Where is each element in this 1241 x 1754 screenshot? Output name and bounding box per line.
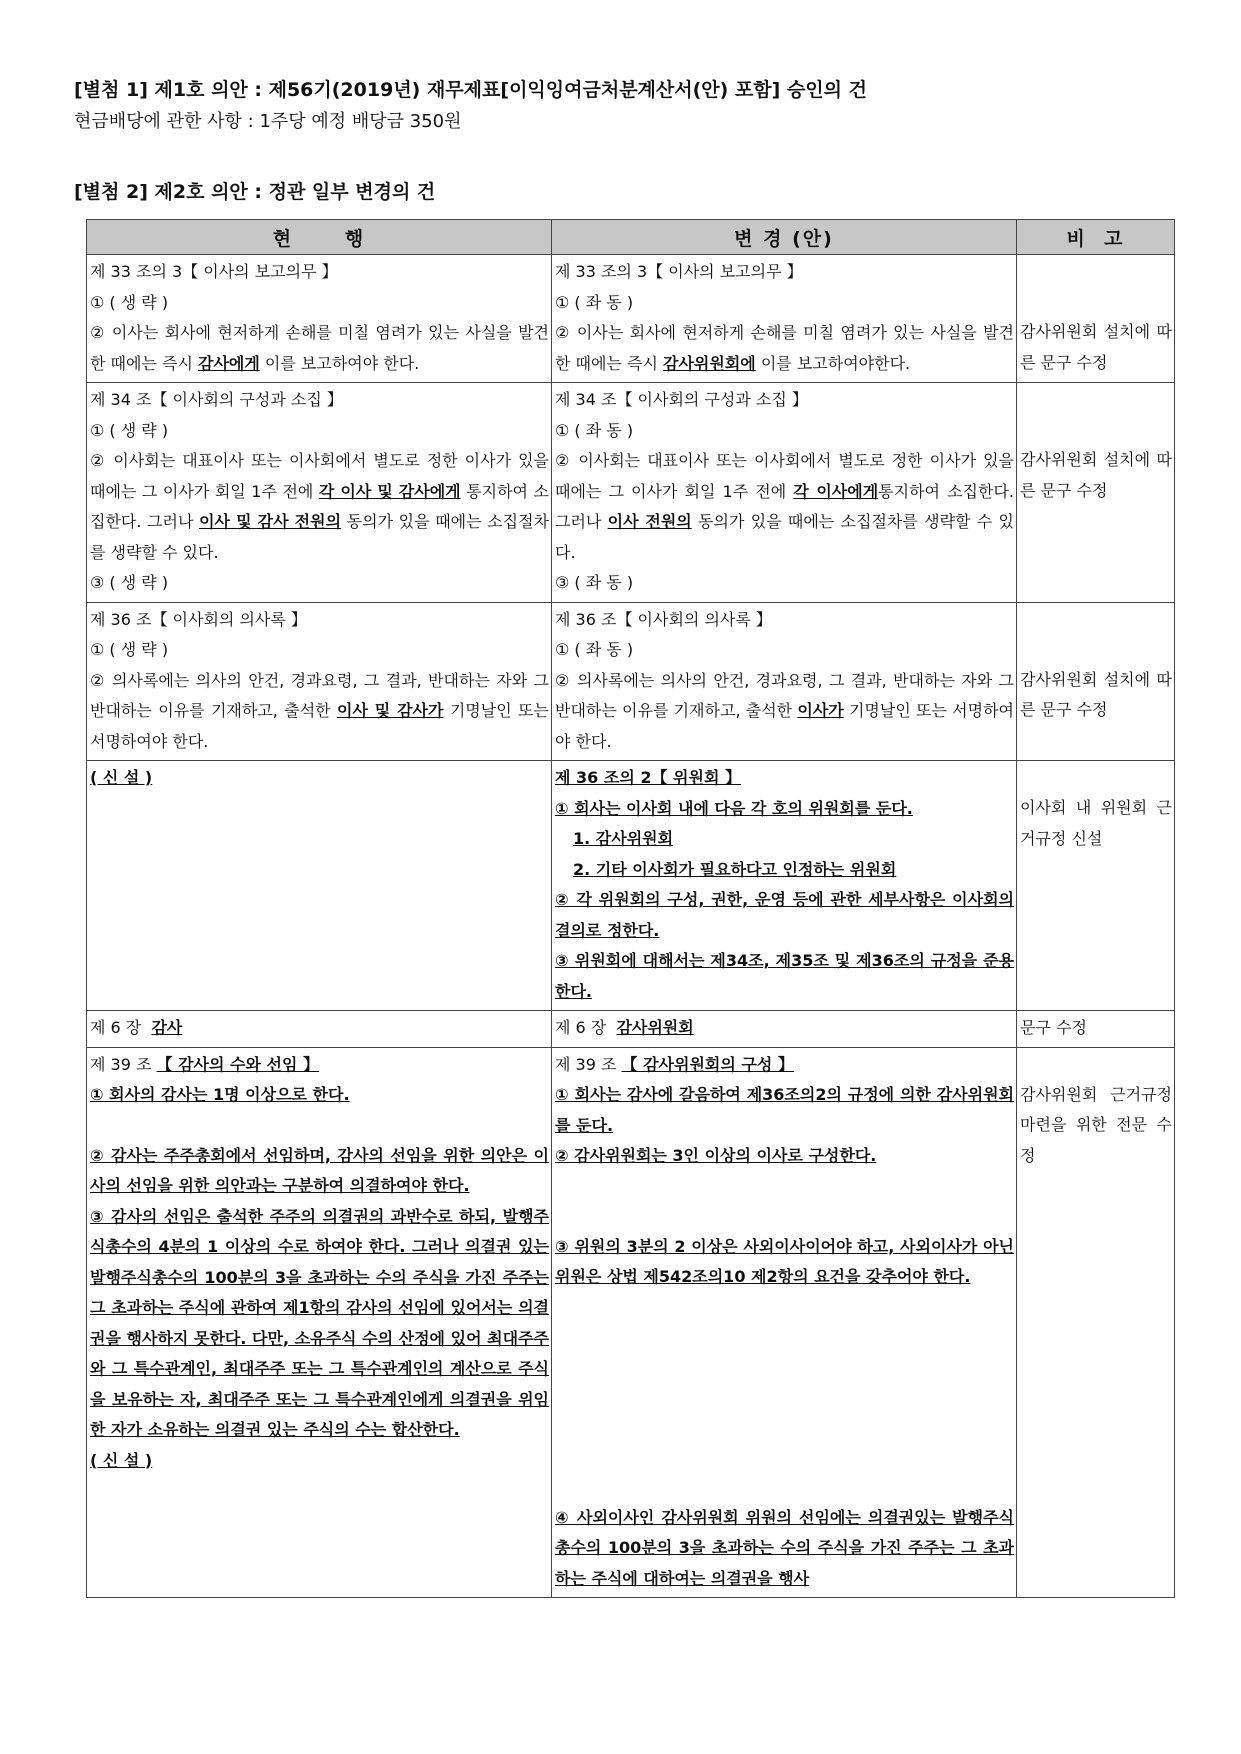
cell-note: 감사위원회 설치에 따른 문구 수정 — [1017, 383, 1175, 603]
clause-1: ① ( 생 략 ) — [90, 640, 169, 659]
new-clause-label: ( 신 설 ) — [90, 1450, 153, 1470]
clause-1: ① ( 좌 동 ) — [555, 640, 634, 659]
clause-2: ② 이사는 회사에 현저하게 손해를 미칠 염려가 있는 사실을 발견한 때에는 즉시 감사에게 이를 보고하여야 한다. — [90, 323, 549, 373]
table-header-row — [87, 220, 1175, 255]
cell-current: 제 6 장 감사 — [87, 1011, 552, 1048]
clause-2: ② 의사록에는 의사의 안건, 경과요령, 그 결과, 반대하는 자와 그 반대하는 이유를 기재하고, 출석한 이사 및 감사가 기명날인 또는 서명하여야 한다. — [90, 670, 549, 751]
article-title: 제 39 조 【 감사의 수와 선임 】 — [90, 1054, 320, 1074]
clause-1: ① ( 좌 동 ) — [555, 292, 634, 312]
cell-note: 감사위원회 설치에 따른 문구 수정 — [1017, 255, 1175, 383]
cell-current — [87, 255, 552, 383]
clause-3: ③ 감사의 선임은 출석한 주주의 의결권의 과반수로 하되, 발행주식총수의 4분의 1 이상의 수로 하여야 한다. 그러나 의결권 있는 발행주식총수의 100분의 3을 초과하는 수의 주식을 가진 주주는 그 초과하는 주식에 관하여 제1항의 감사의 선임에 있어서는 의결권을 행사하지 못한다. 다만, 소유주식 수의 산정에 있어 최대주주와 그 특수관계인, 최대주주 또는 그 특수관계인의 계산으로 주식을 보유하는 자, 최대주주 또는 그 특수관계인에게 의결권을 위임한 자가 소유하는 의결권 있는 주식의 수는 합산한다. — [90, 1206, 549, 1439]
clause-1: ① ( 생 략 ) — [90, 420, 169, 440]
clause-1: ① 회사의 감사는 1명 이상으로 한다. — [90, 1085, 350, 1104]
clause-2: ② 각 위원회의 구성, 권한, 운영 등에 관한 세부사항은 이사회의 결의로 정한다. — [555, 890, 1014, 940]
clause-2: ② 이사는 회사에 현저하게 손해를 미칠 염려가 있는 사실을 발견한 때에는 즉시 감사위원회에 이를 보고하여야한다. — [555, 323, 1014, 373]
article-title: 제 36 조【 이사회의 의사록 】 — [555, 609, 772, 629]
cell-note: 감사위원회 설치에 따른 문구 수정 — [1017, 602, 1175, 761]
clause-2: ② 의사록에는 의사의 안건, 경과요령, 그 결과, 반대하는 자와 그 반대하는 이유를 기재하고, 출석한 이사가 기명날인 또는 서명하여야 한다. — [555, 670, 1014, 751]
clause-1: ① 회사는 감사에 갈음하여 제36조의2의 규정에 의한 감사위원회를 둔다. — [555, 1085, 1014, 1135]
cell-proposed — [552, 1047, 1017, 1598]
amendment-table — [86, 219, 1175, 1598]
article-title: 제 36 조【 이사회의 의사록 】 — [90, 609, 307, 629]
cell-current — [87, 1047, 552, 1598]
article-title: 제 34 조【 이사회의 구성과 소집 】 — [555, 390, 808, 409]
clause-3: ③ ( 생 략 ) — [90, 573, 169, 592]
page-body — [74, 76, 1174, 206]
attachment2-title: [별첨 2] 제2호 의안 : 정관 일부 변경의 건 — [74, 181, 436, 203]
attachment1-title: [별첨 1] 제1호 의안 : 제56기(2019년) 재무제표[이익잉여금처분계산서(안) 포함] 승인의 건 — [74, 79, 867, 101]
clause-1: ① ( 좌 동 ) — [555, 420, 634, 440]
cell-note: 감사위원회 근거규정 마련을 위한 전문 수정 — [1017, 1047, 1175, 1598]
chapter-title: 감사 — [151, 1018, 183, 1037]
cell-note: 문구 수정 — [1017, 1011, 1175, 1048]
clause-3: ③ 위원의 3분의 2 이상은 사외이사이어야 하고, 사외이사가 아닌 위원은 상법 제542조의10 제2항의 요건을 갖추어야 한다. — [555, 1236, 1014, 1286]
header-proposed: 변 경 (안) — [552, 220, 1017, 255]
cell-note: 이사회 내 위원회 근거규정 신설 — [1017, 761, 1175, 1011]
clause-2: ② 감사는 주주총회에서 선임하며, 감사의 선임을 위한 의안은 이사의 선임을 위한 의안과는 구분하여 의결하여야 한다. — [90, 1145, 549, 1195]
clause-1: ① 회사는 이사회 내에 다음 각 호의 위원회를 둔다. — [555, 798, 913, 818]
table-row — [87, 602, 1175, 761]
clause-2: ② 이사회는 대표이사 또는 이사회에서 별도로 정한 이사가 있을 때에는 그 이사가 회일 1주 전에 각 이사 및 감사에게 통지하여 소집한다. 그러나 이사 및 감사 전원의 동의가 있을 때에는 소집절차를 생략할 수 있다. — [90, 451, 550, 562]
clause-1: ① ( 생 략 ) — [90, 292, 169, 312]
article-title: 제 33 조의 3【 이사의 보고의무 】 — [90, 262, 338, 281]
article-title: 제 34 조【 이사회의 구성과 소집 】 — [90, 390, 343, 409]
cell-proposed — [552, 383, 1017, 603]
cell-proposed — [552, 602, 1017, 761]
cell-proposed — [552, 255, 1017, 383]
header-current: 현 행 — [87, 220, 552, 255]
cell-current — [87, 761, 552, 1011]
table-row — [87, 1047, 1175, 1598]
cell-proposed: 제 6 장 감사위원회 — [552, 1011, 1017, 1048]
clause-3: ③ 위원회에 대해서는 제34조, 제35조 및 제36조의 규정을 준용한다. — [555, 951, 1014, 1001]
article-title: 제 33 조의 3【 이사의 보고의무 】 — [555, 262, 803, 281]
article-title: 제 36 조의 2【 위원회 】 — [555, 768, 741, 787]
table-row — [87, 1011, 1175, 1048]
dividend-text: 현금배당에 관한 사항 : 1주당 예정 배당금 350원 — [74, 111, 462, 132]
cell-current — [87, 383, 552, 603]
table-row — [87, 761, 1175, 1011]
cell-current — [87, 602, 552, 761]
chapter-title: 감사위원회 — [616, 1018, 694, 1037]
header-note: 비 고 — [1017, 220, 1175, 255]
table-row — [87, 255, 1175, 383]
clause-1-item-1: 1. 감사위원회 — [573, 829, 674, 848]
clause-1-item-2: 2. 기타 이사회가 필요하다고 인정하는 위원회 — [573, 859, 897, 879]
clause-3: ③ ( 좌 동 ) — [555, 573, 634, 592]
table-row — [87, 383, 1175, 603]
clause-2: ② 감사위원회는 3인 이상의 이사로 구성한다. — [555, 1146, 877, 1165]
article-title: 제 39 조 【 감사위원회의 구성 】 — [555, 1054, 794, 1074]
cell-proposed — [552, 761, 1017, 1011]
clause-2: ② 이사회는 대표이사 또는 이사회에서 별도로 정한 이사가 있을 때에는 그 이사가 회일 1주 전에 각 이사에게통지하여 소집한다. 그러나 이사 전원의 동의가 있을 때에는 소집절차를 생략할 수 있다. — [555, 451, 1014, 562]
new-clause-label: ( 신 설 ) — [90, 768, 153, 787]
clause-4: ④ 사외이사인 감사위원회 위원의 선임에는 의결권있는 발행주식총수의 100분의 3을 초과하는 수의 주식을 가진 주주는 그 초과하는 주식에 대하여는 의결권을 행사 — [555, 1507, 1014, 1588]
